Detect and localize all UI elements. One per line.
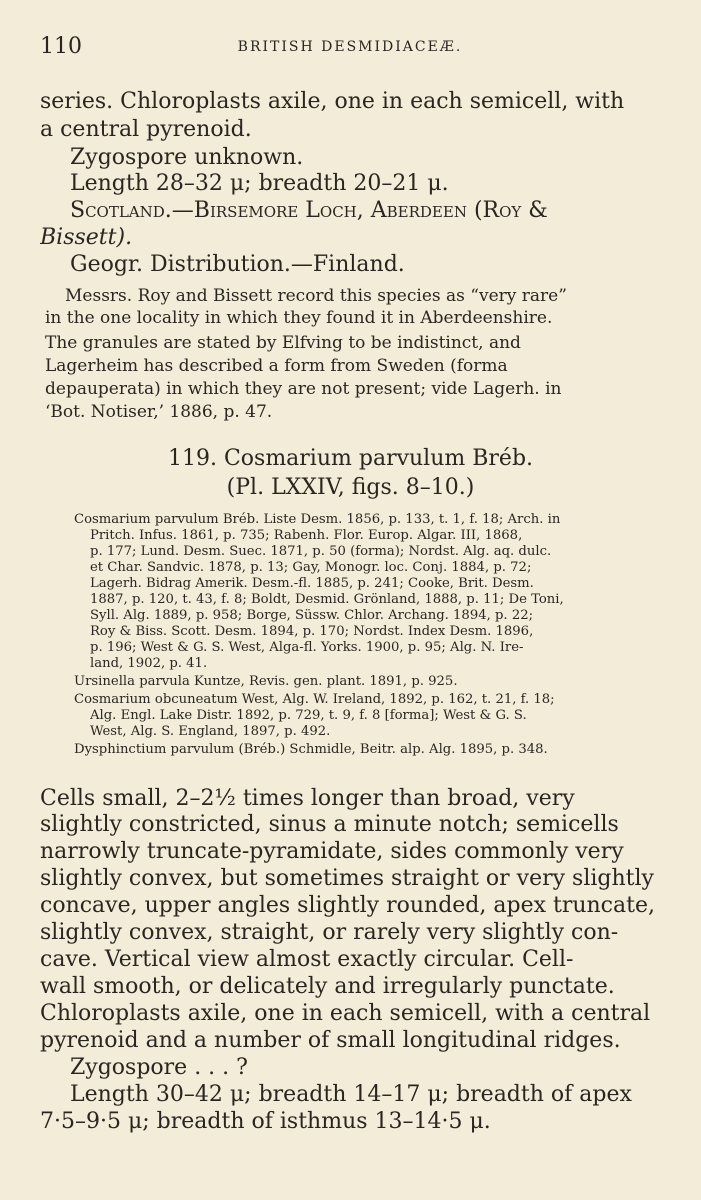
- description-line: slightly convex, but sometimes straight or very slightly: [40, 866, 654, 891]
- synonymy-line: p. 177; Lund. Desm. Suec. 1871, p. 50 (forma); Nordst. Alg. aq. dulc.: [90, 544, 552, 559]
- synonymy-line: land, 1902, p. 41.: [90, 656, 208, 671]
- note-line: Lagerheim has described a form from Sweden (forma: [45, 356, 508, 376]
- description-line: slightly constricted, sinus a minute notch; semicells: [40, 812, 619, 837]
- running-header: [40, 34, 660, 64]
- text-line: Geogr. Distribution.—Finland.: [70, 252, 405, 277]
- note-line: depauperata) in which they are not present; vide Lagerh. in: [45, 379, 562, 399]
- running-title: BRITISH DESMIDIACEÆ.: [237, 39, 463, 55]
- page-number: 110: [40, 34, 82, 59]
- description-line: cave. Vertical view almost exactly circular. Cell-: [40, 947, 574, 972]
- synonymy-line: Cosmarium parvulum Bréb. Liste Desm. 1856, p. 133, t. 1, f. 18; Arch. in: [74, 512, 561, 527]
- synonymy-line: Alg. Engl. Lake Distr. 1892, p. 729, t. 9, f. 8 [forma]; West & G. S.: [90, 708, 527, 723]
- description-line: Chloroplasts axile, one in each semicell, with a central: [40, 1001, 651, 1026]
- description-line: slightly convex, straight, or rarely very slightly con-: [40, 920, 619, 945]
- synonymy-line: Roy & Biss. Scott. Desm. 1894, p. 170; Nordst. Index Desm. 1896,: [90, 624, 534, 639]
- note-line: The granules are stated by Elfving to be indistinct, and: [45, 333, 521, 353]
- text-line: Bissett).: [40, 225, 133, 250]
- note-line: Messrs. Roy and Bissett record this species as “very rare”: [65, 286, 567, 306]
- description-line: wall smooth, or delicately and irregularly punctate.: [40, 974, 615, 999]
- synonymy-line: 1887, p. 120, t. 43, f. 8; Boldt, Desmid. Grönland, 1888, p. 11; De Toni,: [90, 592, 564, 607]
- text-line: Length 28–32 μ; breadth 20–21 μ.: [70, 171, 449, 196]
- description-line: 7·5–9·5 μ; breadth of isthmus 13–14·5 μ.: [40, 1109, 491, 1134]
- description-line: Zygospore . . . ?: [70, 1055, 248, 1080]
- text-line: Scotland.—Birsemore Loch, Aberdeen (Roy &: [70, 198, 548, 223]
- description-line: narrowly truncate-pyramidate, sides commonly very: [40, 839, 624, 864]
- synonymy-line: Dysphinctium parvulum (Bréb.) Schmidle, Beitr. alp. Alg. 1895, p. 348.: [74, 742, 548, 757]
- note-line: ‘Bot. Notiser,’ 1886, p. 47.: [45, 402, 273, 422]
- description-line: Length 30–42 μ; breadth 14–17 μ; breadth of apex: [70, 1082, 632, 1107]
- text-line: series. Chloroplasts axile, one in each semicell, with: [40, 89, 625, 114]
- synonymy-line: Pritch. Infus. 1861, p. 735; Rabenh. Flor. Europ. Algar. III, 1868,: [90, 528, 523, 543]
- synonymy-line: Ursinella parvula Kuntze, Revis. gen. plant. 1891, p. 925.: [74, 674, 458, 689]
- synonymy-line: Lagerh. Bidrag Amerik. Desm.-fl. 1885, p. 241; Cooke, Brit. Desm.: [90, 576, 534, 591]
- synonymy-line: West, Alg. S. England, 1897, p. 492.: [90, 724, 331, 739]
- synonymy-line: Cosmarium obcuneatum West, Alg. W. Ireland, 1892, p. 162, t. 21, f. 18;: [74, 692, 555, 707]
- synonymy-line: et Char. Sandvic. 1878, p. 13; Gay, Monogr. loc. Conj. 1884, p. 72;: [90, 560, 532, 575]
- description-line: Cells small, 2–2½ times longer than broad, very: [40, 786, 575, 811]
- synonymy-line: Syll. Alg. 1889, p. 958; Borge, Süssw. Chlor. Archang. 1894, p. 22;: [90, 608, 534, 623]
- description-line: concave, upper angles slightly rounded, apex truncate,: [40, 893, 655, 918]
- text-line: a central pyrenoid.: [40, 117, 252, 142]
- synonymy-line: p. 196; West & G. S. West, Alga-fl. Yorks. 1900, p. 95; Alg. N. Ire-: [90, 640, 524, 655]
- species-heading: 119. Cosmarium parvulum Bréb.: [167, 446, 534, 471]
- note-line: in the one locality in which they found it in Aberdeenshire.: [45, 308, 553, 328]
- text-line: Zygospore unknown.: [70, 145, 304, 170]
- plate-reference: (Pl. LXXIV, figs. 8–10.): [226, 475, 475, 500]
- description-line: pyrenoid and a number of small longitudinal ridges.: [40, 1028, 621, 1053]
